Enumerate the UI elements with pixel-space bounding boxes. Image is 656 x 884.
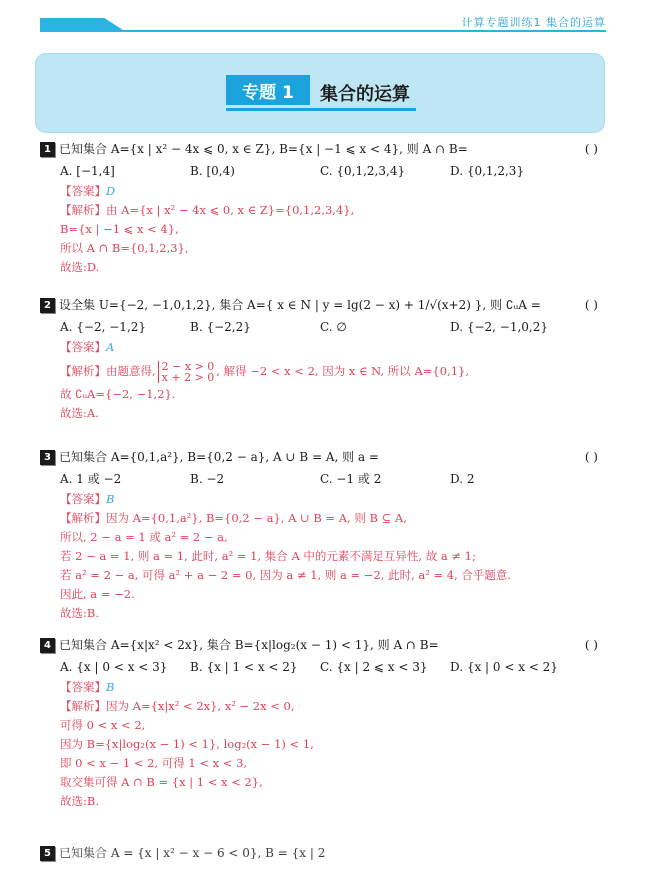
answer-label: 【答案】 <box>60 492 106 506</box>
explanation-label: 【解析】 <box>60 699 106 713</box>
explanation-line: 所以, 2 − a = 1 或 a² = 2 − a, <box>60 530 228 544</box>
header-tab-decoration <box>40 18 126 32</box>
question-4 <box>40 634 610 811</box>
explanation-line <box>60 697 610 716</box>
question-number: 5 <box>40 846 55 861</box>
answer-paren: ( ) <box>584 298 598 312</box>
answer-label: 【答案】 <box>60 680 106 694</box>
option-b[interactable]: B. −2 <box>190 472 225 486</box>
answer-label: 【答案】 <box>60 340 106 354</box>
system-row: x + 2 > 0 <box>161 371 215 384</box>
answer-value: B <box>106 492 115 506</box>
explanation-line: 故选:B. <box>60 794 99 808</box>
question-1 <box>40 138 610 277</box>
explanation-line: 故选:B. <box>60 606 99 620</box>
topic-underline <box>226 108 416 111</box>
stem-text: 已知集合 A={x|x² < 2x}, 集合 B={x|log₂(x − 1) < 1}, 则 A ∩ B= <box>59 638 439 652</box>
answer-paren: ( ) <box>584 450 598 464</box>
explanation-text: 由题意得, <box>106 364 156 378</box>
explanation-line: 因为 B={x|log₂(x − 1) < 1}, log₂(x − 1) < 1, <box>60 737 314 751</box>
question-stem <box>40 446 610 468</box>
options-row <box>40 160 610 182</box>
explanation-line: 故选:D. <box>60 260 100 274</box>
answer-line <box>60 182 610 201</box>
option-d[interactable]: D. {0,1,2,3} <box>450 164 525 178</box>
question-number: 4 <box>40 638 55 653</box>
question-stem <box>40 842 610 864</box>
answer-value: A <box>106 340 115 354</box>
question-stem <box>40 138 610 160</box>
option-c[interactable]: C. {x | 2 ⩽ x < 3} <box>320 660 428 674</box>
question-3 <box>40 446 610 623</box>
answer-value: D <box>106 184 116 198</box>
option-b[interactable]: B. [0,4) <box>190 164 235 178</box>
topic-title: 集合的运算 <box>320 84 410 105</box>
explanation-text: 由 A={x | x² − 4x ⩽ 0, x ∈ Z}={0,1,2,3,4}, <box>106 203 355 217</box>
explanation-line: 所以 A ∩ B={0,1,2,3}, <box>60 241 189 255</box>
options-row <box>40 656 610 678</box>
topic-label: 专题 1 <box>226 75 310 105</box>
question-stem <box>40 634 610 656</box>
explanation-line: 故选:A. <box>60 406 99 420</box>
option-b[interactable]: B. {−2,2} <box>190 320 251 334</box>
question-number: 3 <box>40 450 55 465</box>
option-d[interactable]: D. 2 <box>450 472 475 486</box>
option-d[interactable]: D. {−2, −1,0,2} <box>450 320 548 334</box>
inequality-system <box>158 361 215 383</box>
answer-line <box>60 490 610 509</box>
option-b[interactable]: B. {x | 1 < x < 2} <box>190 660 298 674</box>
explanation-line: 若 a² = 2 − a, 可得 a² + a − 2 = 0, 因为 a ≠ 1, 则 a = −2, 此时, a² = 4, 合乎题意. <box>60 568 512 582</box>
option-a[interactable]: A. [−1,4] <box>60 164 115 178</box>
question-2 <box>40 294 610 423</box>
question-number: 2 <box>40 298 55 313</box>
explanation-line: 故 ∁ᵤA={−2, −1,2}. <box>60 387 176 401</box>
explanation-text: 因为 A={0,1,a²}, B={0,2 − a}, A ∪ B = A, 则 B ⊆ A, <box>106 511 407 525</box>
explanation-line: 可得 0 < x < 2, <box>60 718 146 732</box>
options-row <box>40 316 610 338</box>
question-5 <box>40 842 610 864</box>
explanation-line: 即 0 < x − 1 < 2, 可得 1 < x < 3, <box>60 756 248 770</box>
stem-text: 已知集合 A={0,1,a²}, B={0,2 − a}, A ∪ B = A, 则 a = <box>59 450 379 464</box>
option-c[interactable]: C. −1 或 2 <box>320 472 382 486</box>
explanation-line: 若 2 − a = 1, 则 a = 1, 此时, a² = 1, 集合 A 中的元素不满足互异性, 故 a ≠ 1; <box>60 549 476 563</box>
explanation-label: 【解析】 <box>60 511 106 525</box>
explanation-text: , 解得 −2 < x < 2, 因为 x ∈ N, 所以 A={0,1}, <box>216 364 469 378</box>
stem-text: 已知集合 A={x | x² − 4x ⩽ 0, x ∈ Z}, B={x | −1 ⩽ x < 4}, 则 A ∩ B= <box>59 142 468 156</box>
answer-value: B <box>106 680 115 694</box>
explanation-line <box>60 509 610 528</box>
stem-text: 设全集 U={−2, −1,0,1,2}, 集合 A={ x ∈ N | y = lg(2 − x) + 1/√(x+2) }, 则 ∁ᵤA = <box>59 298 541 312</box>
system-row: 2 − x > 0 <box>161 360 215 373</box>
option-c[interactable]: C. ∅ <box>320 320 347 334</box>
answer-line <box>60 338 610 357</box>
option-d[interactable]: D. {x | 0 < x < 2} <box>450 660 558 674</box>
answer-label: 【答案】 <box>60 184 106 198</box>
answer-line <box>60 678 610 697</box>
question-number: 1 <box>40 142 55 157</box>
page-header <box>0 0 656 44</box>
option-a[interactable]: A. {x | 0 < x < 3} <box>60 660 168 674</box>
stem-text: 已知集合 A = {x | x² − x − 6 < 0}, B = {x | 2 <box>59 846 326 860</box>
answer-paren: ( ) <box>584 638 598 652</box>
options-row <box>40 468 610 490</box>
explanation-label: 【解析】 <box>60 203 106 217</box>
explanation-text: 因为 A={x|x² < 2x}, x² − 2x < 0, <box>106 699 295 713</box>
running-title: 计算专题训练1 集合的运算 <box>461 16 606 29</box>
explanation-line <box>60 201 610 220</box>
explanation-line <box>60 357 610 385</box>
header-rule <box>120 30 606 32</box>
option-a[interactable]: A. {−2, −1,2} <box>60 320 147 334</box>
answer-paren: ( ) <box>584 142 598 156</box>
explanation-line: 因此, a = −2. <box>60 587 135 601</box>
option-a[interactable]: A. 1 或 −2 <box>60 472 122 486</box>
explanation-label: 【解析】 <box>60 364 106 378</box>
explanation-line: 取交集可得 A ∩ B = {x | 1 < x < 2}, <box>60 775 263 789</box>
explanation-line: B={x | −1 ⩽ x < 4}, <box>60 222 179 236</box>
question-stem <box>40 294 610 316</box>
option-c[interactable]: C. {0,1,2,3,4} <box>320 164 406 178</box>
